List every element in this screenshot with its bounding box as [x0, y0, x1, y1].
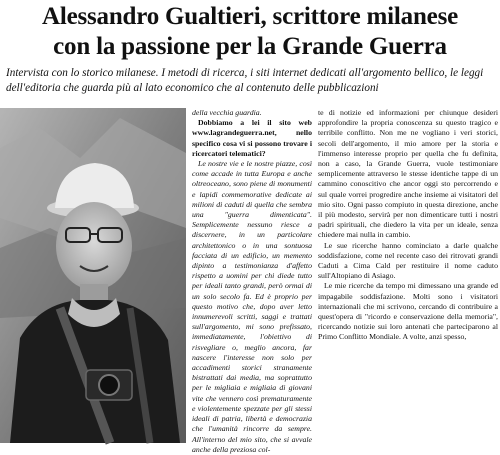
interview-question: Dobbiamo a lei il sito web www.lagrandeguerra.net, nello specifico cosa vi si possono trovare i ricercatori telematici?: [192, 118, 312, 158]
interview-question: Le sue ricerche hanno cominciato a darle qualche soddisfazione, come nel recente caso dei ritrovati grandi Caduti a Cima Cald per restituire il nome caduto sull'Altopiano di Asiago.: [318, 240, 498, 281]
paragraph: te di notizie ed informazioni per chiunque desideri approfondire la propria conoscenza su questo tragico e terribile conflitto. Non me ne vogliano i veri storici, secoli dell'argomento, il mio amore per la storia e l'immenso interesse proprio per quella che fu definita, non a caso, la Grande Guerra, vuole testimoniare semplicemente attraverso le stesse identiche tappe di un cammino conoscitivo che ancor oggi sto percorrendo e sul quale vorrei progredire anche insieme ai visitatori del mio sito. Ogni passo compiuto in questa direzione, anche il più modesto, servirà per non dimenticare tutti i nostri padri spirituali, che diedero la vita per un ideale, senza chiedere mai nulla in cambio.: [318, 108, 498, 240]
paragraph: della vecchia guardia.: [192, 108, 262, 117]
interview-answer: Le mie ricerche da tempo mi dimessano una grande ed impagabile soddisfazione. Molti sono i visitatori internazionali che mi scrivono, cercando di contribuire a quest'opera di "ricordo e conservazione della memoria", ricercando notizie sui loro antenati che parteciparono al Primo Conflitto Mondiale. A volte, anzi spesso,: [318, 281, 498, 342]
headline: [0, 2, 500, 62]
headline-line-1: Alessandro Gualtieri, scrittore milanese: [41, 3, 458, 30]
author-photo: [0, 108, 186, 443]
subtitle: Intervista con lo storico milanese. I metodi di ricerca, i siti internet dedicati all'argomento bellico, le leggi dell'editoria che guarda più al lato economico che al contenuto delle pubblicazioni: [6, 67, 484, 94]
article-column-3: [318, 108, 498, 443]
article-column-2: [192, 108, 312, 454]
headline-line-2: con la passione per la Grande Guerra: [53, 33, 447, 60]
interview-answer: Le nostre vie e le nostre piazze, così come accade in tutta Europa e anche oltreoceano, sono piene di monumenti e lapidi commemorative dedicate ai milioni di caduti di quella che sembra una "guerra dimenticata". Semplicemente nessuno riesce a discernere, in un particolare architettonico o in una sontuosa facciata di un edificio, un memento dipinto a testimonianza d'affetto rispetto a uomini per chi diede tutto per ideali tanto grandi, però ormai di un solo secolo fa. Ed è proprio per questo motivo che, dopo aver letto innumerevoli scritti, saggi e trattati sull'argomento, mi sono prefissato, immediatamente, l'obiettivo di risvegliare o, meglio ancora, far nascere l'interesse non solo per accadimenti storici stranamente bistrattati dai media, ma soprattutto per le migliaia e migliaia di giovani vite che vennero così prematuramente e violentemente spezzate per gli stessi ideali di patria, libertà e democrazia che l'umanità rincorre da sempre. All'interno del mio sito, che si avvale anche della preziosa col-: [192, 159, 312, 454]
portrait-photo-icon: [0, 108, 186, 443]
